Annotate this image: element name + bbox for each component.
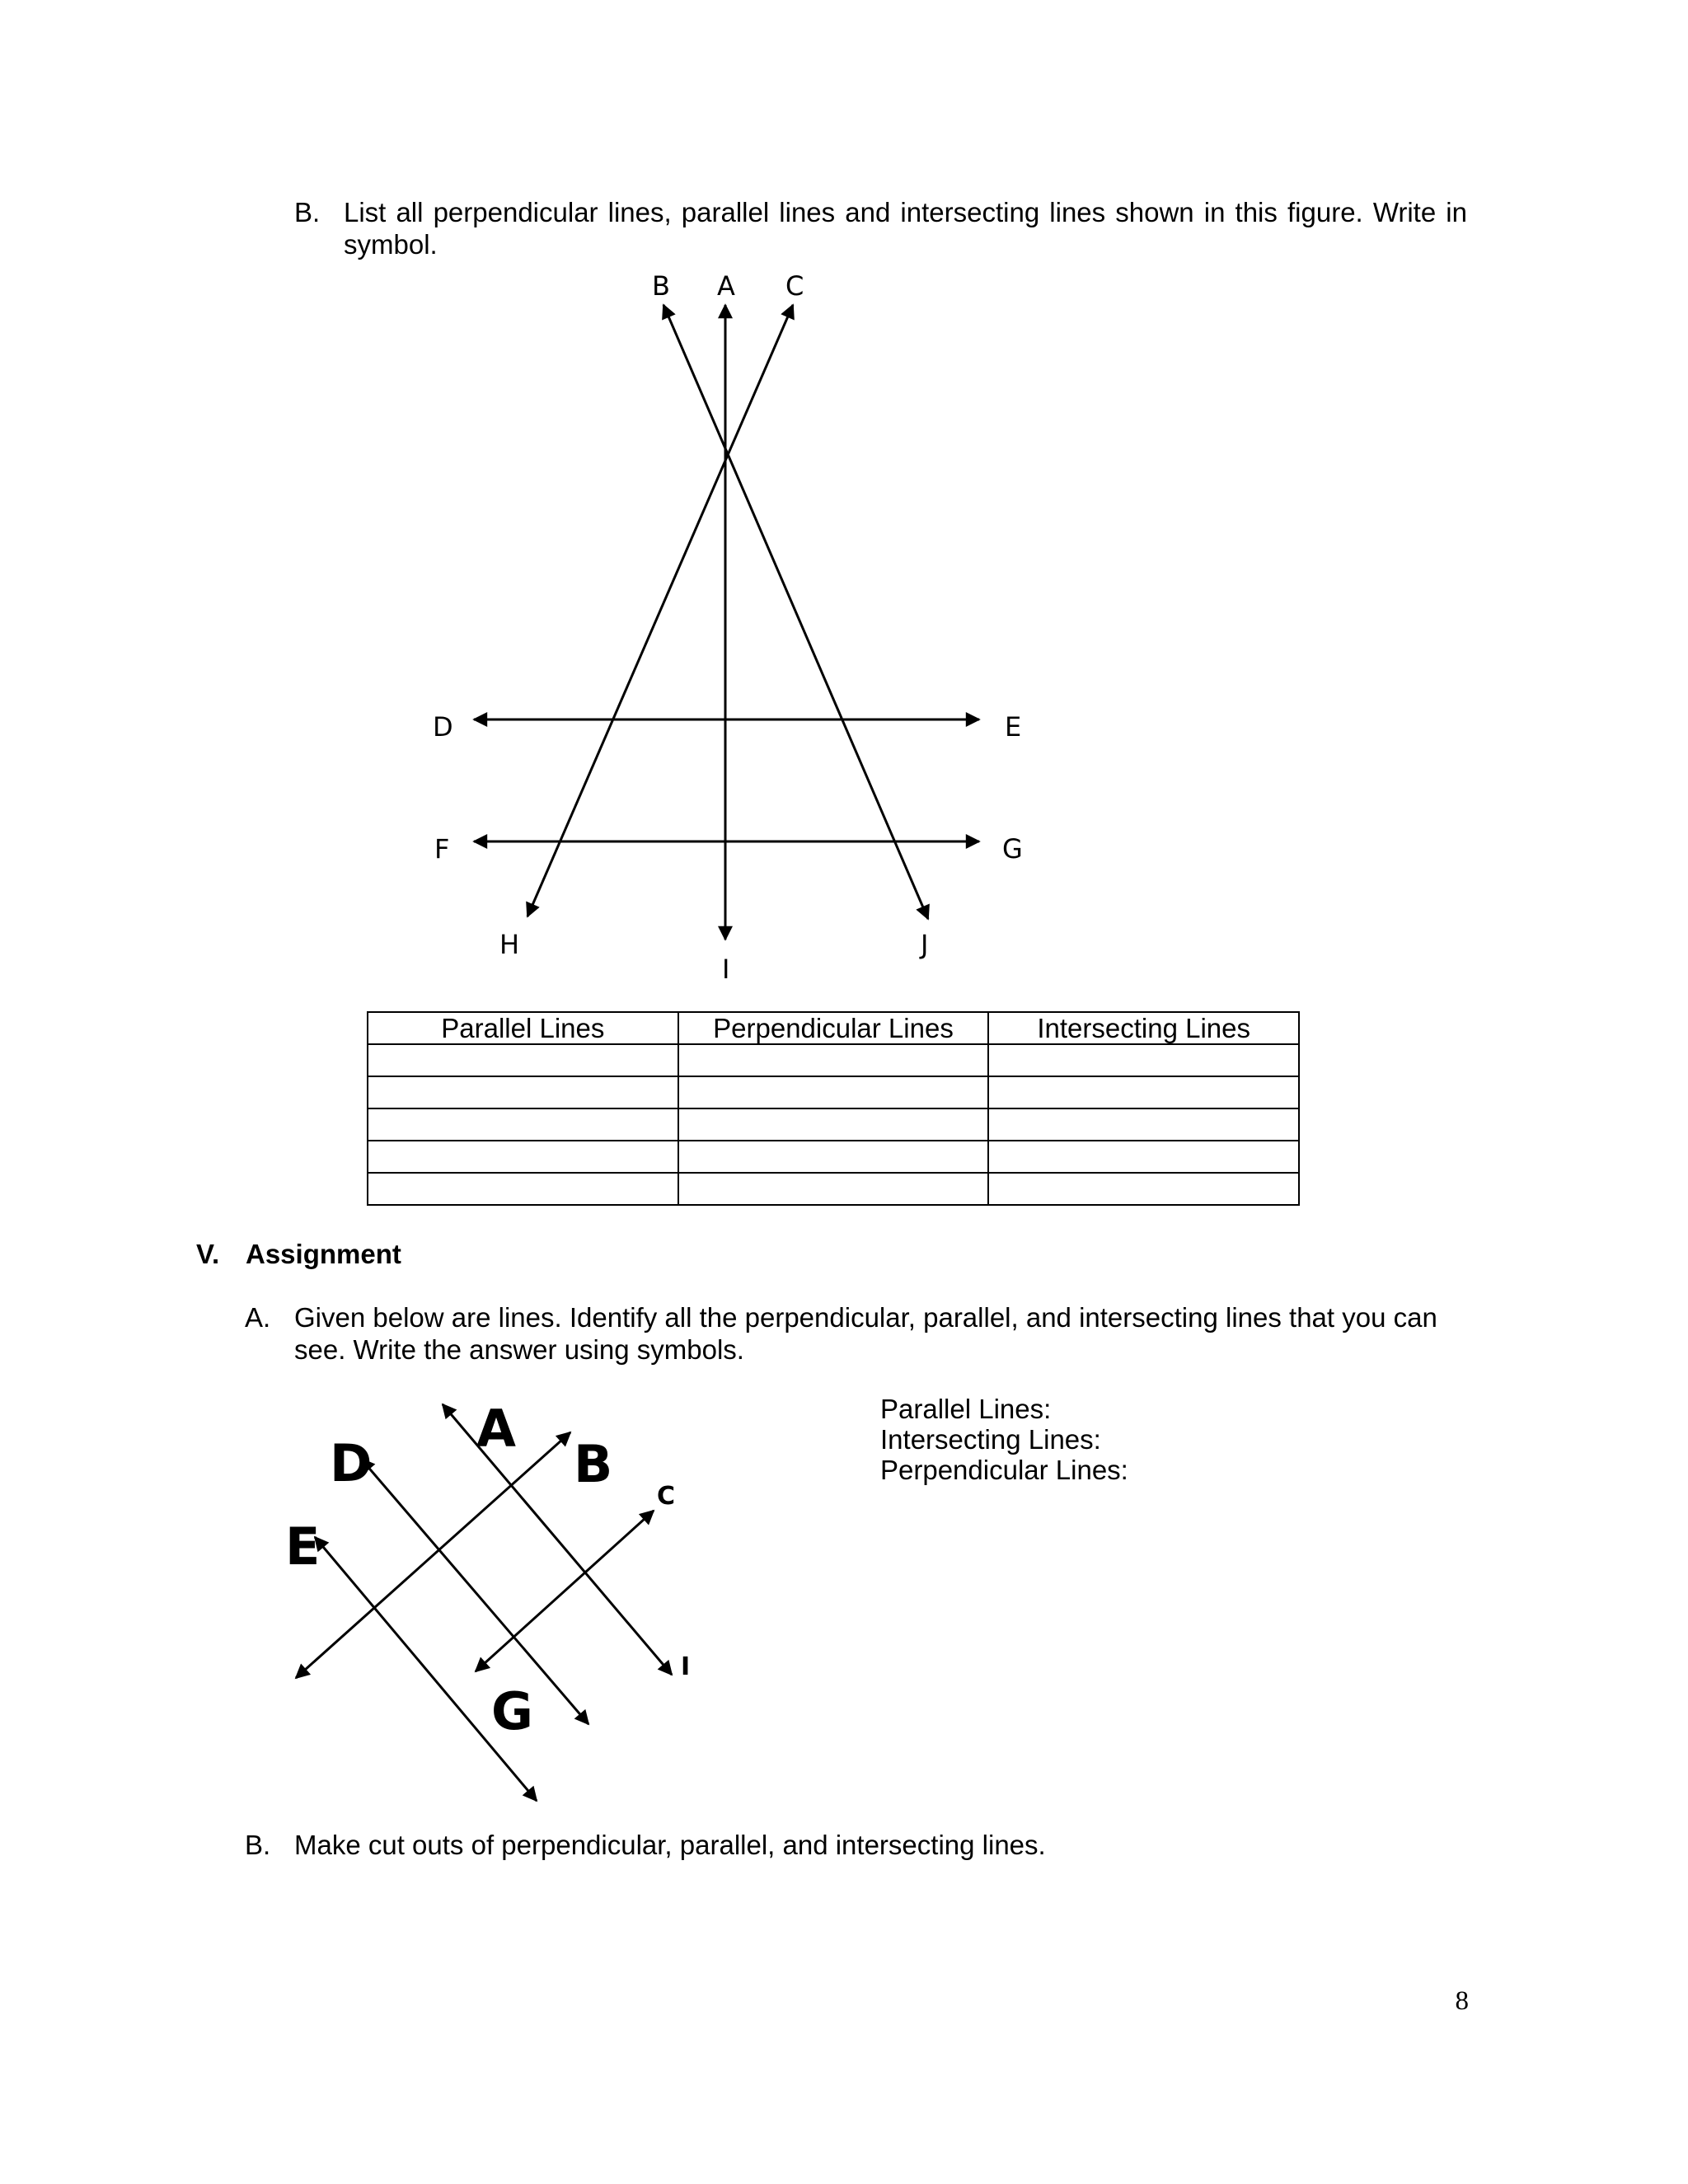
assignment-a-text: Given below are lines. Identify all the perpendicular, parallel, and intersecting lines that you can see. Write the answer using symbols.	[294, 1302, 1437, 1365]
label-h: H	[499, 929, 520, 960]
label-d: D	[330, 1433, 373, 1493]
label-a: A	[717, 270, 735, 302]
line-e	[315, 1537, 537, 1801]
label-f: F	[434, 833, 450, 865]
answer-list	[880, 1394, 1128, 1485]
label-b: B	[574, 1434, 613, 1494]
part-b-label: B.	[294, 197, 321, 227]
label-b: B	[652, 270, 670, 302]
label-g: G	[491, 1681, 533, 1741]
label-i: I	[681, 1652, 691, 1681]
section-number: V.	[196, 1239, 220, 1269]
section-title: Assignment	[246, 1239, 401, 1269]
label-c: C	[785, 270, 804, 302]
label-g: G	[1002, 833, 1023, 865]
label-d: D	[433, 711, 453, 743]
assignment-b-text: Make cut outs of perpendicular, parallel, and intersecting lines.	[294, 1830, 1046, 1860]
page-number: 8	[1455, 1986, 1469, 2016]
part-b-text: List all perpendicular lines, parallel lines and intersecting lines shown in this figure. Write in symbol.	[344, 197, 1467, 260]
intersecting-lines-label: Intersecting Lines:	[880, 1424, 1101, 1455]
label-a: A	[476, 1399, 516, 1459]
line-d	[361, 1459, 588, 1724]
label-i: I	[722, 954, 730, 985]
label-j: J	[921, 929, 929, 960]
parallel-lines-label: Parallel Lines:	[880, 1394, 1052, 1424]
header-parallel: Parallel Lines	[368, 1012, 678, 1044]
assignment-a-label: A.	[245, 1302, 271, 1333]
line-c	[476, 1511, 654, 1671]
assignment-b-label: B.	[245, 1830, 271, 1860]
label-c: C	[657, 1482, 676, 1511]
perpendicular-lines-label: Perpendicular Lines:	[880, 1455, 1128, 1485]
header-perpendicular: Perpendicular Lines	[678, 1012, 989, 1044]
header-intersecting: Intersecting Lines	[988, 1012, 1299, 1044]
assignment-b-instruction	[245, 1829, 1046, 1861]
label-e: E	[1005, 711, 1022, 743]
label-e: E	[285, 1516, 321, 1577]
